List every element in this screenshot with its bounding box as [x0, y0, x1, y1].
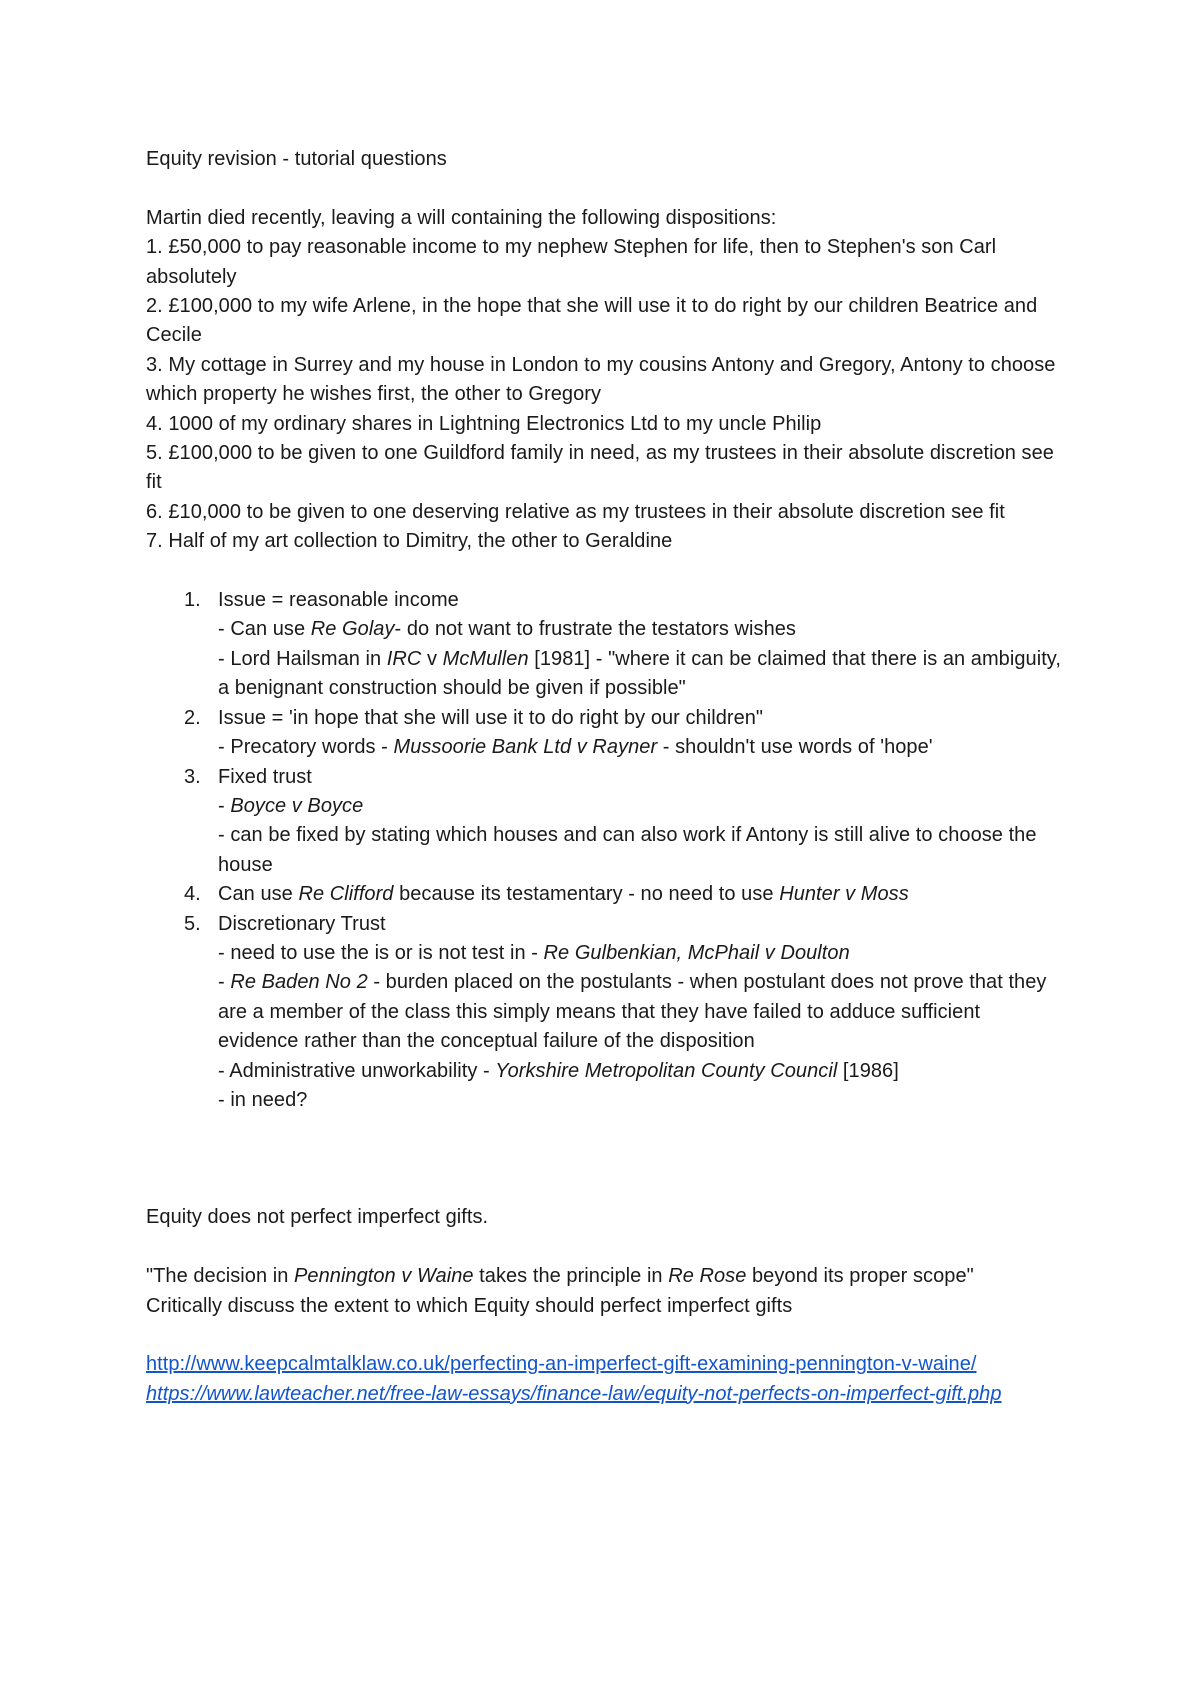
text: "The decision in [146, 1265, 295, 1288]
case-name: Re Golay [310, 618, 395, 641]
link-paragraph [146, 1380, 1066, 1409]
answer-item-4 [146, 880, 1066, 909]
dispositions-list [146, 233, 1066, 556]
answer-point: - in need? [218, 1088, 308, 1111]
text: Can use [218, 883, 299, 906]
answer-point [218, 733, 1066, 762]
answer-heading: Issue = 'in hope that she will use it to do right by our children" [218, 706, 764, 729]
text: - burden placed on the postulants - when postulant does not prove that they are a member of the class this simply means that they have failed to adduce sufficient evidence rather than the conceptual failure of the disposition [218, 971, 1047, 1053]
disposition-item: 2. £100,000 to my wife Arlene, in the hope that she will use it to do right by our children Beatrice and Cecile [146, 295, 1038, 347]
spacer [146, 1115, 1066, 1203]
answer-point [218, 645, 1066, 704]
answer-heading [218, 880, 1066, 909]
case-name: Re Gulbenkian, McPhail v Doulton [543, 941, 850, 964]
case-name: IRC [386, 647, 422, 670]
list-number: 1. [184, 589, 201, 612]
spacer [146, 174, 1066, 203]
text: - [218, 794, 231, 817]
answer-point [218, 792, 1066, 821]
document-page [146, 145, 1066, 1409]
lawteacher-link[interactable]: https://www.lawteacher.net/free-law-essays/finance-law/equity-not-perfects-on-imperfect-gift.php [146, 1382, 1002, 1405]
text: - do not want to frustrate the testators wishes [394, 618, 796, 641]
answer-heading: Issue = reasonable income [218, 589, 459, 612]
will-intro: Martin died recently, leaving a will containing the following dispositions: [146, 206, 777, 229]
essay-quote [146, 1262, 1066, 1291]
answers-list [146, 586, 1066, 1115]
case-name: Mussoorie Bank Ltd v Rayner [393, 736, 658, 759]
answer-point: - can be fixed by stating which houses and can also work if Antony is still alive to choose the house [218, 824, 1037, 876]
text: - need to use the is or is not test in - [218, 941, 544, 964]
spacer [146, 1233, 1066, 1262]
text: - [218, 971, 231, 994]
spacer [146, 1321, 1066, 1350]
spacer [146, 557, 1066, 586]
text: because its testamentary - no need to use [393, 883, 780, 906]
keepcalmtalklaw-link[interactable]: http://www.keepcalmtalklaw.co.uk/perfecting-an-imperfect-gift-examining-pennington-v-waine/ [146, 1353, 977, 1376]
text: [1986] [837, 1059, 899, 1082]
text: - Can use [218, 618, 311, 641]
answer-heading: Discretionary Trust [218, 912, 386, 935]
document-title: Equity revision - tutorial questions [146, 148, 447, 170]
disposition-item: 3. My cottage in Surrey and my house in London to my cousins Antony and Gregory, Antony to choose which property he wishes first, the other to Gregory [146, 353, 1056, 406]
list-number: 5. [184, 912, 201, 935]
list-number: 2. [184, 706, 201, 729]
case-name: Re Rose [668, 1265, 747, 1288]
disposition-item: 7. Half of my art collection to Dimitry, the other to Geraldine [146, 530, 673, 553]
text: takes the principle in [473, 1265, 669, 1288]
link-paragraph [146, 1350, 1066, 1379]
disposition-item: 4. 1000 of my ordinary shares in Lightning Electronics Ltd to my uncle Philip [146, 412, 822, 435]
answer-item-3 [146, 763, 1066, 881]
case-name: Pennington v Waine [294, 1265, 474, 1288]
answer-point [218, 968, 1066, 1056]
case-name: Re Clifford [298, 883, 394, 906]
case-name: McMullen [442, 647, 529, 670]
answer-point [218, 615, 1066, 644]
list-number: 4. [184, 883, 201, 906]
disposition-item: 6. £10,000 to be given to one deserving relative as my trustees in their absolute discretion see fit [146, 500, 1005, 523]
case-name: Hunter v Moss [779, 883, 909, 906]
text: [1981] - "where it can be claimed that there is an ambiguity, a benignant construction should be given if possible" [218, 647, 1061, 700]
list-number: 3. [184, 765, 201, 788]
text: v [421, 647, 443, 670]
text: beyond its proper scope" [746, 1265, 974, 1288]
answer-heading: Fixed trust [218, 765, 312, 788]
text: - shouldn't use words of 'hope' [657, 736, 933, 759]
answer-item-2 [146, 704, 1066, 763]
answer-point [218, 939, 1066, 968]
text: - Administrative unworkability - [218, 1059, 496, 1082]
disposition-item: 1. £50,000 to pay reasonable income to my nephew Stephen for life, then to Stephen's son Carl absolutely [146, 236, 997, 288]
answer-item-5 [146, 910, 1066, 1116]
answer-point [218, 1057, 1066, 1086]
case-name: Boyce v Boyce [230, 794, 364, 817]
section-heading: Equity does not perfect imperfect gifts. [146, 1206, 489, 1229]
text: - Lord Hailsman in [218, 647, 387, 670]
answer-item-1 [146, 586, 1066, 704]
disposition-item: 5. £100,000 to be given to one Guildford family in need, as my trustees in their absolute discretion see fit [146, 442, 1054, 494]
essay-task: Critically discuss the extent to which Equity should perfect imperfect gifts [146, 1294, 793, 1317]
case-name: Re Baden No 2 [230, 971, 368, 994]
case-name: Yorkshire Metropolitan County Council [495, 1059, 838, 1082]
text: - Precatory words - [218, 736, 394, 759]
